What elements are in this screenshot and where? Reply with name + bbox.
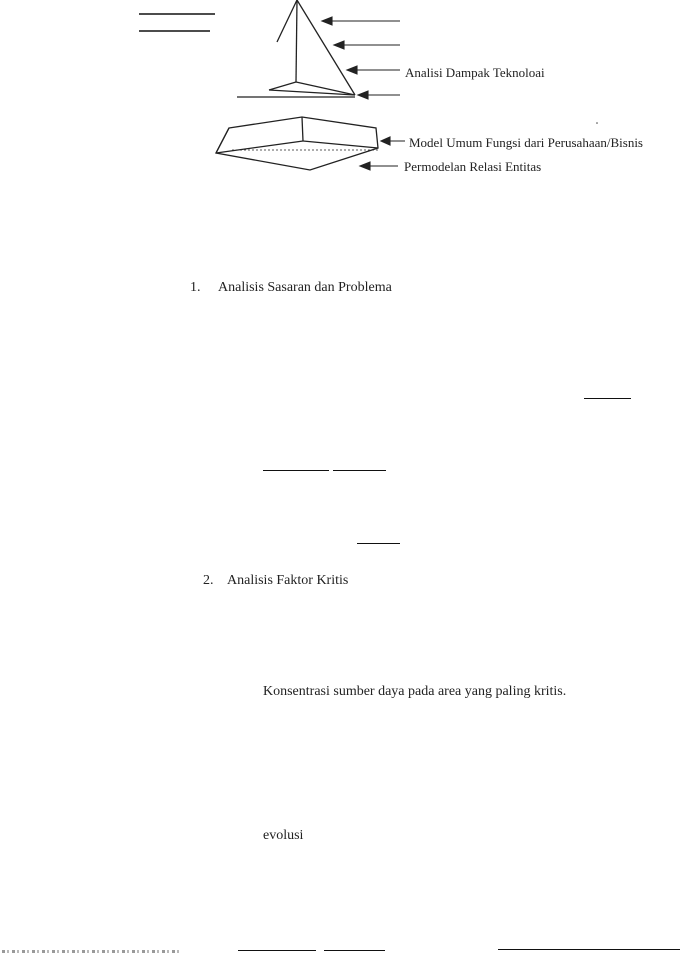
paragraph-evolution: evolusi	[263, 828, 304, 843]
label-entity-relationship: Permodelan Relasi Entitas	[404, 159, 542, 174]
underline-blank-2	[263, 470, 329, 471]
scan-noise	[2, 950, 182, 953]
section-heading-2	[203, 573, 348, 589]
section-title: Analisis Faktor Kritis	[227, 573, 349, 588]
section-title: Analisis Sasaran dan Problema	[218, 280, 392, 295]
label-general-model: Model Umum Fungsi dari Perusahaan/Bisnis	[409, 135, 643, 150]
footer-rule-2	[324, 950, 385, 951]
stray-dot	[596, 122, 598, 124]
footer-rule-3	[498, 949, 680, 950]
underline-blank-3	[333, 470, 386, 471]
arrow-2	[334, 41, 400, 49]
underline-blank-1	[584, 398, 631, 399]
label-technology-impact: Analisi Dampak Teknoloai	[405, 65, 545, 80]
section-heading-1	[190, 280, 392, 296]
pyramid-diagram-graphic	[0, 0, 685, 200]
section-number: 2.	[203, 573, 214, 588]
arrow-6	[360, 162, 398, 170]
arrow-5	[381, 137, 405, 145]
arrow-4	[358, 91, 400, 99]
arrow-3	[347, 66, 400, 74]
arrow-1	[322, 17, 400, 25]
lower-slab	[216, 117, 378, 170]
section-number: 1.	[190, 280, 201, 295]
footer-rule-1	[238, 950, 316, 951]
paragraph-critical-area: Konsentrasi sumber daya pada area yang paling kritis.	[263, 684, 567, 699]
pyramid-diagram	[0, 0, 685, 200]
underline-blank-4	[357, 543, 400, 544]
upper-pyramid	[237, 0, 355, 97]
